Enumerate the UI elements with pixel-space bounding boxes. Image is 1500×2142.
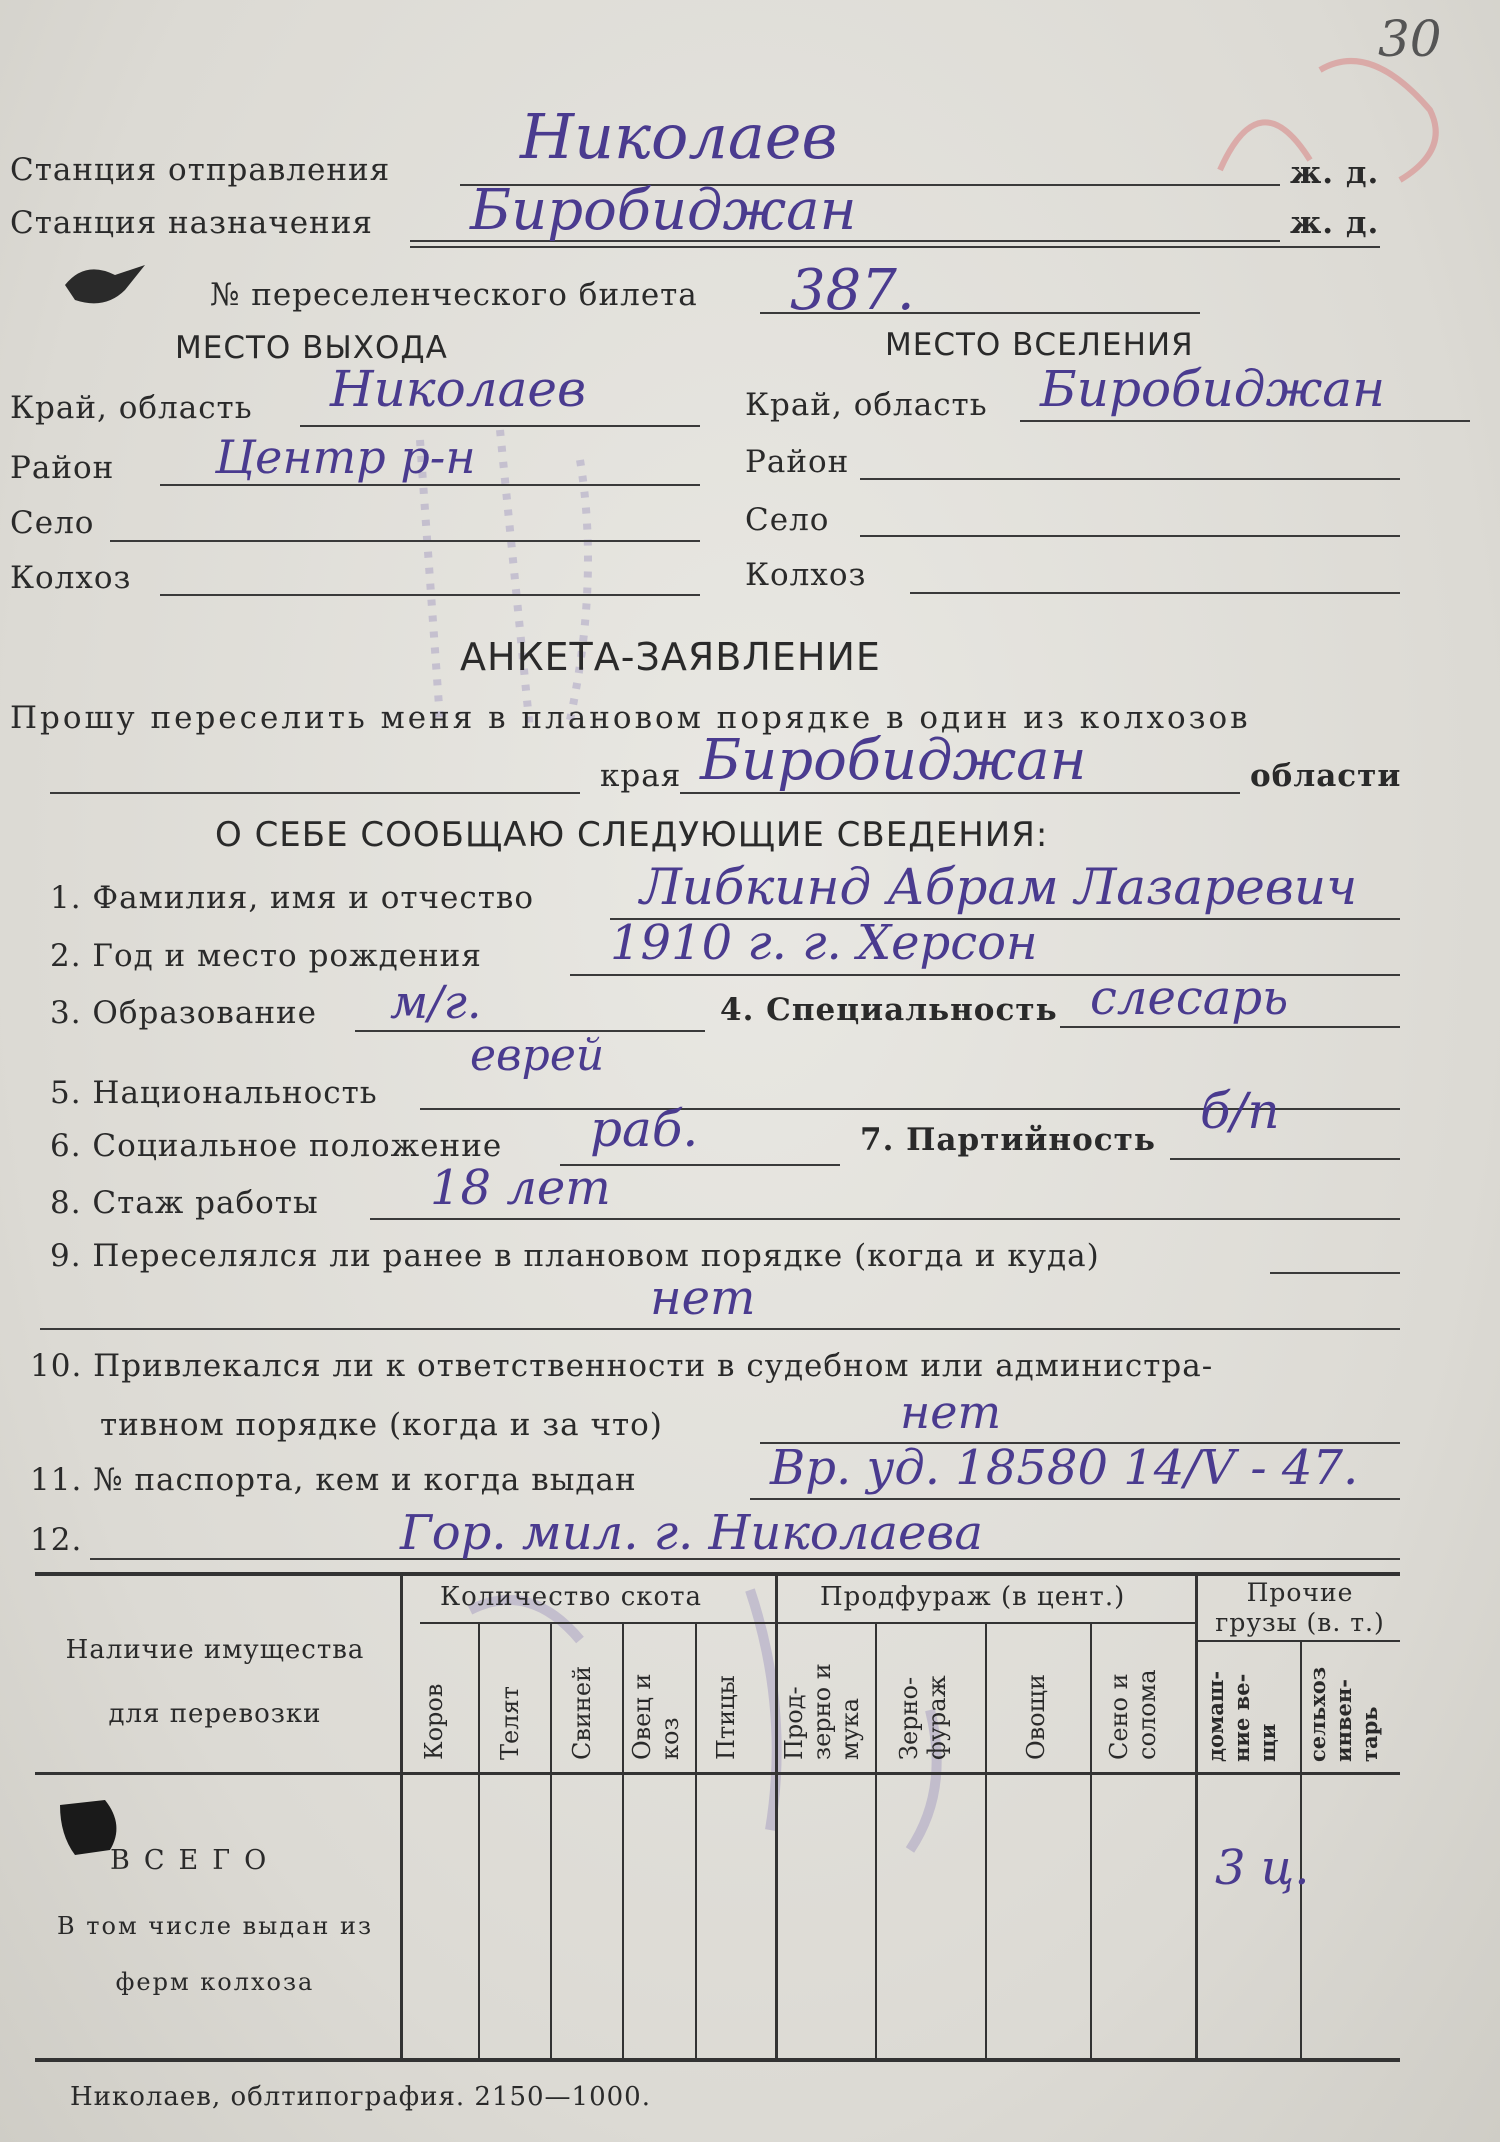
col-veg: Овощи [1022,1674,1050,1760]
field-3-label: 3. Образование [50,995,318,1031]
col-pigs: Свиней [568,1665,596,1760]
total-label: ВСЕГО [110,1845,281,1876]
departure-station-label: Станция отправления [10,152,391,188]
field-3-value: м/г. [390,975,482,1029]
printer-imprint: Николаев, облтипография. 2150—1000. [70,2082,651,2112]
krai-value: Биробиджан [700,728,1087,793]
origin-kolkhoz-label: Колхоз [10,560,132,596]
page-number: 30 [1378,10,1442,68]
field-5-label: 5. Национальность [50,1075,378,1111]
col-cows: Коров [420,1683,448,1760]
field-2-value: 1910 г. г. Херсон [610,915,1038,971]
field-8-label: 8. Стаж работы [50,1185,319,1221]
field-4-value: слесарь [1090,970,1289,1026]
field-12-label: 12. [30,1522,83,1558]
col-household: домаш- ние ве- щи [1203,1670,1280,1762]
krai-label: края [600,758,682,794]
torn-mark [55,255,155,315]
group-livestock-header: Количество скота [440,1582,703,1612]
destination-title: МЕСТО ВСЕЛЕНИЯ [885,327,1194,363]
destination-village-label: Село [745,502,830,538]
table-row-header: Наличие имущества для перевозки [65,1635,365,1729]
origin-district-label: Район [10,450,115,486]
origin-village-label: Село [10,505,95,541]
field-4-label: 4. Специальность [720,992,1058,1028]
oblast-label: области [1250,758,1402,794]
col-calves: Телят [496,1686,524,1760]
ticket-value: 387. [790,258,915,323]
issued-label: В том числе выдан из ферм колхоза [56,1912,374,1996]
field-6-value: раб. [590,1100,699,1158]
destination-kolkhoz-label: Колхоз [745,557,867,593]
about-title: О СЕБЕ СООБЩАЮ СЛЕДУЮЩИЕ СВЕДЕНИЯ: [215,815,1049,855]
arrival-rail-suffix: ж. д. [1290,205,1380,241]
col-hay: Сено и солома [1105,1669,1161,1760]
origin-title: МЕСТО ВЫХОДА [175,330,448,366]
field-9-label: 9. Переселялся ли ранее в плановом порядке (когда и куда) [50,1238,1100,1274]
field-8-value: 18 лет [430,1160,611,1216]
field-10-label-a: 10. Привлекался ли к ответственности в судебном или администра- [30,1348,1214,1384]
field-6-label: 6. Социальное положение [50,1128,503,1164]
field-2-label: 2. Год и место рождения [50,938,482,974]
field-10-value: нет [900,1385,1002,1439]
group-fodder-header: Продфураж (в цент.) [820,1582,1126,1612]
col-inventory: сельхоз инвен- тарь [1305,1666,1382,1762]
field-12-value: Гор. мил. г. Николаева [400,1505,983,1561]
field-10-label-b: тивном порядке (когда и за что) [100,1407,663,1443]
field-5-value: еврей [470,1030,605,1081]
origin-district-value: Центр р-н [215,430,476,484]
field-11-label: 11. № паспорта, кем и когда выдан [30,1462,637,1498]
field-1-value: Либкинд Абрам Лазаревич [640,858,1358,916]
request-text: Прошу переселить меня в плановом порядке в один из колхозов [10,700,1251,736]
field-9-value: нет [650,1270,756,1326]
destination-region-label: Край, область [745,387,988,423]
household-value: 3 ц. [1215,1840,1310,1896]
col-fodder: Зерно- фураж [895,1675,951,1760]
field-7-value: б/п [1200,1082,1280,1140]
departure-station-value: Николаев [520,100,838,173]
destination-district-label: Район [745,444,850,480]
field-1-label: 1. Фамилия, имя и отчество [50,880,535,916]
group-other-header: Прочие грузы (в. т.) [1215,1578,1385,1637]
origin-region-value: Николаев [330,360,587,418]
col-grain: Прод- зерно и мука [780,1663,864,1760]
torn-mark-lower [55,1795,135,1865]
field-7-label: 7. Партийность [860,1122,1156,1158]
origin-region-label: Край, область [10,390,253,426]
arrival-station-value: Биробиджан [470,178,857,243]
col-birds: Птицы [712,1675,740,1760]
arrival-station-label: Станция назначения [10,205,373,241]
ticket-label: № переселенческого билета [210,277,698,313]
field-11-value: Вр. уд. 18580 14/V - 47. [770,1440,1359,1496]
form-title: АНКЕТА-ЗАЯВЛЕНИЕ [460,635,881,679]
destination-region-value: Биробиджан [1040,360,1386,418]
col-sheep: Овец и коз [628,1673,684,1760]
departure-rail-suffix: ж. д. [1290,155,1380,191]
